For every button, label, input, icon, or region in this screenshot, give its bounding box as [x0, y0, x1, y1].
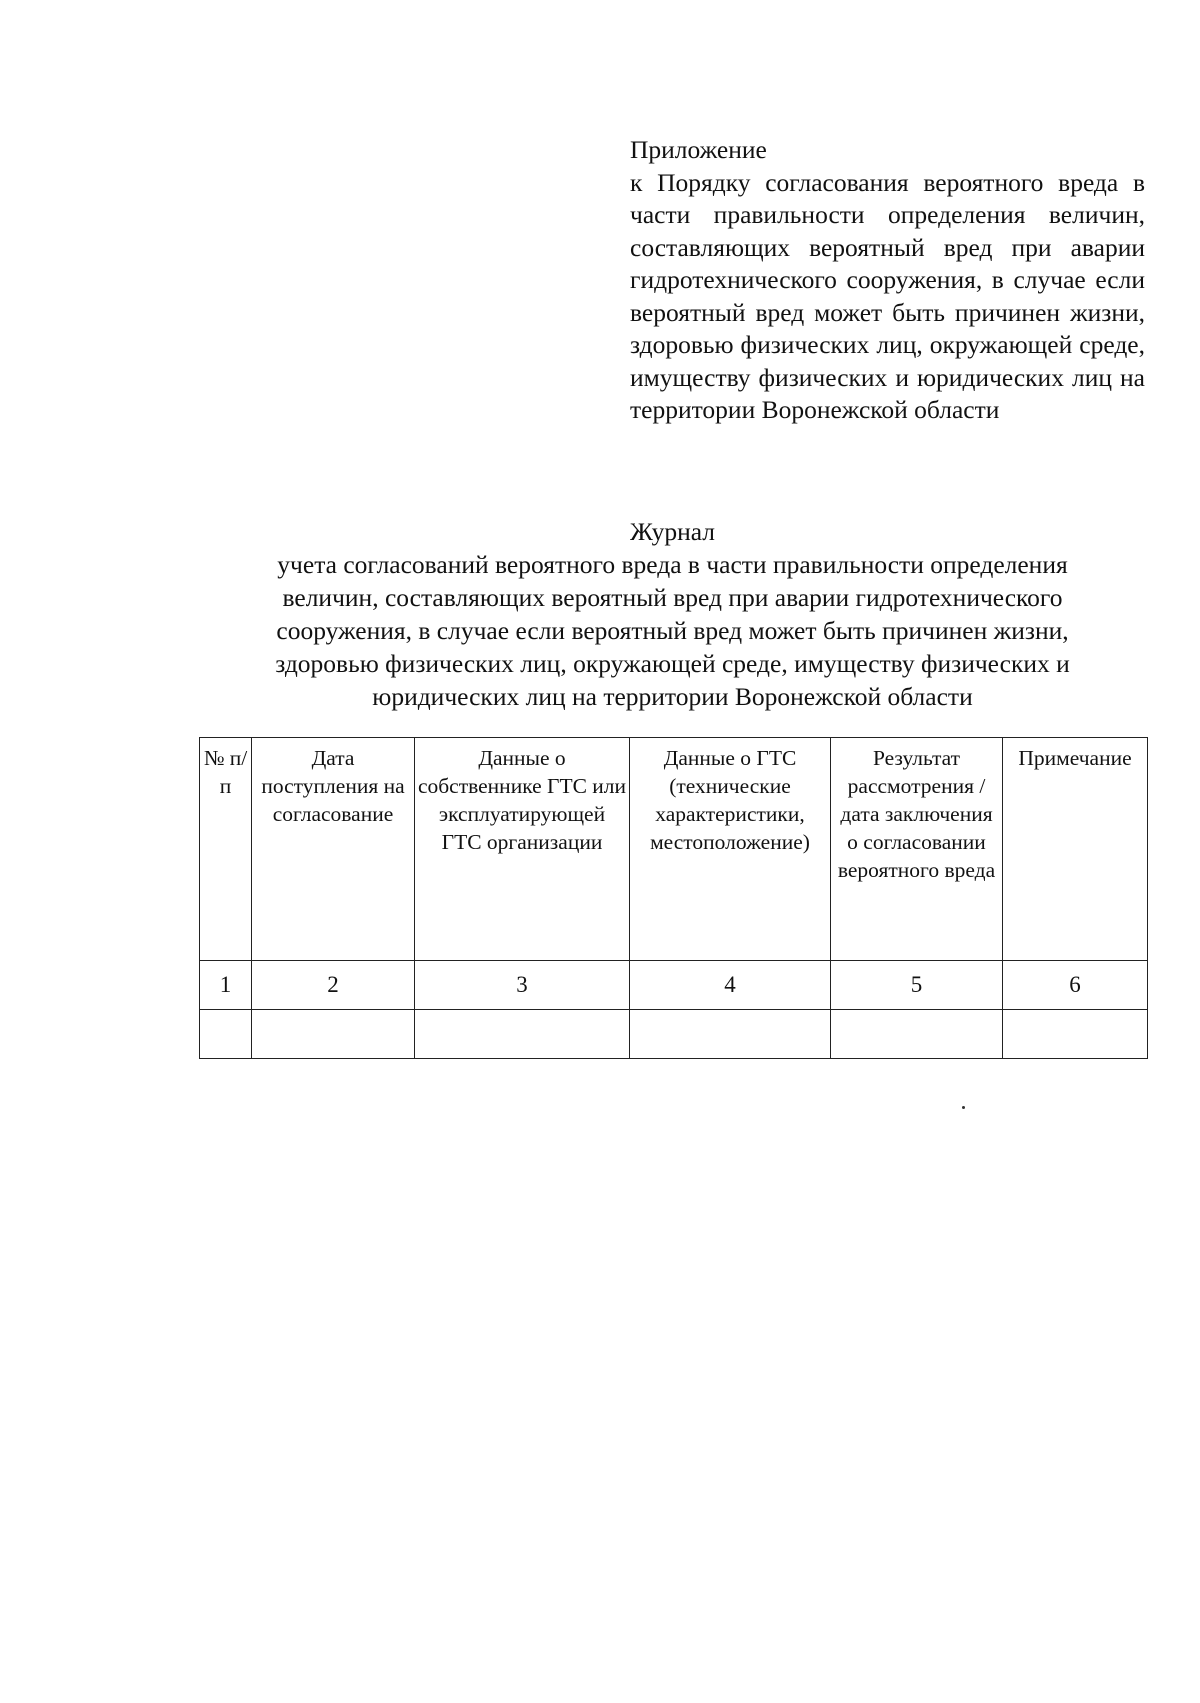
journal-subtitle-line: юридических лиц на территории Воронежской области: [372, 682, 973, 711]
header-cell-note: Примечание: [1003, 738, 1148, 961]
header-cell-date: Дата поступления на согласование: [252, 738, 415, 961]
appendix-block: [630, 134, 1145, 427]
header-cell-owner: Данные о собственнике ГТС или эксплуатирующей ГТС организации: [415, 738, 630, 961]
registry-table: [199, 737, 1148, 1059]
appendix-body: к Порядку согласования вероятного вреда в части правильности определения величин, составляющих вероятный вред при аварии гидротехнического сооружения, в случае если вероятный вред может быть причинен жизни, здоровью физических лиц, окружающей среде, имуществу физических и юридических лиц на территории Воронежской области: [630, 167, 1145, 424]
column-number-cell: 1: [200, 961, 252, 1010]
column-number-cell: 6: [1003, 961, 1148, 1010]
empty-cell: [252, 1010, 415, 1059]
journal-subtitle-line: учета согласований вероятного вреда в части правильности определения: [277, 550, 1068, 579]
appendix-title: Приложение: [630, 135, 767, 164]
table-row: [200, 961, 1148, 1010]
scan-speck: [962, 1106, 965, 1109]
empty-cell: [415, 1010, 630, 1059]
journal-subtitle-line: сооружения, в случае если вероятный вред может быть причинен жизни,: [276, 616, 1069, 645]
journal-subtitle-line: величин, составляющих вероятный вред при аварии гидротехнического: [282, 583, 1063, 612]
header-cell-number: № п/п: [200, 738, 252, 961]
column-number-cell: 4: [630, 961, 831, 1010]
journal-heading: [200, 515, 1145, 713]
column-number-cell: 2: [252, 961, 415, 1010]
empty-cell: [831, 1010, 1003, 1059]
header-cell-gts-data: Данные о ГТС (технические характеристики, местоположение): [630, 738, 831, 961]
column-number-cell: 5: [831, 961, 1003, 1010]
header-cell-result: Результат рассмотрения / дата заключения о согласовании вероятного вреда: [831, 738, 1003, 961]
table-header-row: [200, 738, 1148, 961]
column-number-cell: 3: [415, 961, 630, 1010]
empty-cell: [200, 1010, 252, 1059]
table-row: [200, 1010, 1148, 1059]
journal-title: Журнал: [629, 517, 716, 546]
journal-subtitle-line: здоровью физических лиц, окружающей среде, имуществу физических и: [275, 649, 1070, 678]
empty-cell: [1003, 1010, 1148, 1059]
empty-cell: [630, 1010, 831, 1059]
